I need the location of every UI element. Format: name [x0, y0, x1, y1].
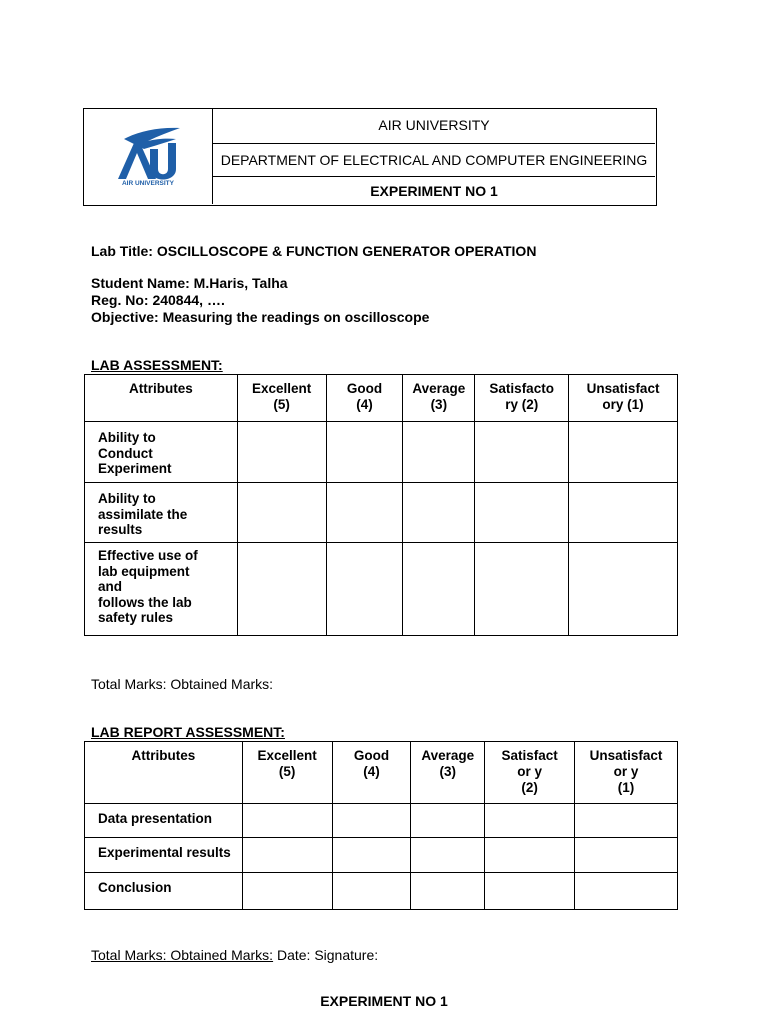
- reg-no: Reg. No: 240844, ….: [91, 292, 225, 308]
- score-cell[interactable]: [242, 838, 332, 873]
- column-header: Good (4): [326, 375, 403, 422]
- column-header: Good (4): [332, 742, 411, 804]
- lab-total-marks: Total Marks: Obtained Marks:: [91, 676, 274, 692]
- student-name: Student Name: M.Haris, Talha: [91, 275, 288, 291]
- score-cell[interactable]: [411, 873, 485, 910]
- table-row: [85, 422, 678, 483]
- score-cell[interactable]: [237, 543, 326, 636]
- score-cell[interactable]: [403, 543, 475, 636]
- score-cell[interactable]: [326, 483, 403, 543]
- lab-assessment-heading: LAB ASSESSMENT:: [91, 357, 223, 373]
- score-cell[interactable]: [403, 422, 475, 483]
- score-cell[interactable]: [485, 873, 575, 910]
- total-marks-label: Total Marks:: [91, 947, 167, 963]
- score-cell[interactable]: [575, 873, 678, 910]
- score-cell[interactable]: [332, 838, 411, 873]
- header-block: [83, 108, 657, 206]
- column-header: Average (3): [411, 742, 485, 804]
- lab-title: Lab Title: OSCILLOSCOPE & FUNCTION GENERATOR OPERATION: [91, 243, 537, 259]
- attribute-cell: Experimental results: [85, 838, 243, 873]
- date-signature-label: Date: Signature:: [273, 947, 379, 963]
- air-university-logo: [84, 109, 212, 204]
- report-total-marks: [91, 947, 378, 963]
- score-cell[interactable]: [237, 483, 326, 543]
- attribute-cell: Ability to assimilate the results: [85, 483, 238, 543]
- department-cell: DEPARTMENT OF ELECTRICAL AND COMPUTER ENGINEERING: [213, 144, 655, 177]
- score-cell[interactable]: [569, 483, 678, 543]
- attribute-cell: Data presentation: [85, 804, 243, 838]
- score-cell[interactable]: [475, 422, 569, 483]
- score-cell[interactable]: [485, 804, 575, 838]
- lab-assessment-table: [84, 374, 678, 636]
- score-cell[interactable]: [475, 543, 569, 636]
- column-header: Excellent (5): [242, 742, 332, 804]
- attribute-cell: Conclusion: [85, 873, 243, 910]
- table-row: [85, 873, 678, 910]
- score-cell[interactable]: [411, 804, 485, 838]
- attribute-cell: Ability to Conduct Experiment: [85, 422, 238, 483]
- table-row: [85, 838, 678, 873]
- score-cell[interactable]: [332, 804, 411, 838]
- column-header: Unsatisfact or y (1): [575, 742, 678, 804]
- score-cell[interactable]: [475, 483, 569, 543]
- letter-u-shape: [150, 143, 176, 180]
- lab-report-heading: LAB REPORT ASSESSMENT:: [91, 724, 285, 740]
- attribute-cell: Effective use of lab equipment and follows the lab safety rules: [85, 543, 238, 636]
- obtained-marks-label: Obtained Marks:: [166, 947, 274, 963]
- column-header: Unsatisfact ory (1): [569, 375, 678, 422]
- logo-caption: AIR UNIVERSITY: [121, 180, 175, 187]
- column-header: Average (3): [403, 375, 475, 422]
- column-header: Satisfact or y (2): [485, 742, 575, 804]
- score-cell[interactable]: [242, 804, 332, 838]
- university-cell: AIR UNIVERSITY: [213, 109, 655, 144]
- table-row: [85, 543, 678, 636]
- score-cell[interactable]: [403, 483, 475, 543]
- column-header: Excellent (5): [237, 375, 326, 422]
- table-row: [85, 483, 678, 543]
- column-header: Attributes: [85, 375, 238, 422]
- score-cell[interactable]: [569, 543, 678, 636]
- footer-experiment: EXPERIMENT NO 1: [320, 993, 448, 1009]
- score-cell[interactable]: [485, 838, 575, 873]
- column-header: Attributes: [85, 742, 243, 804]
- logo-cell: [84, 109, 213, 204]
- objective: Objective: Measuring the readings on oscilloscope: [91, 309, 430, 325]
- score-cell[interactable]: [569, 422, 678, 483]
- score-cell[interactable]: [575, 838, 678, 873]
- column-header: Satisfacto ry (2): [475, 375, 569, 422]
- score-cell[interactable]: [326, 543, 403, 636]
- score-cell[interactable]: [242, 873, 332, 910]
- score-cell[interactable]: [237, 422, 326, 483]
- score-cell[interactable]: [332, 873, 411, 910]
- experiment-cell: EXPERIMENT NO 1: [370, 183, 498, 199]
- lab-report-table: [84, 741, 678, 910]
- table-row: [85, 804, 678, 838]
- score-cell[interactable]: [326, 422, 403, 483]
- score-cell[interactable]: [411, 838, 485, 873]
- score-cell[interactable]: [575, 804, 678, 838]
